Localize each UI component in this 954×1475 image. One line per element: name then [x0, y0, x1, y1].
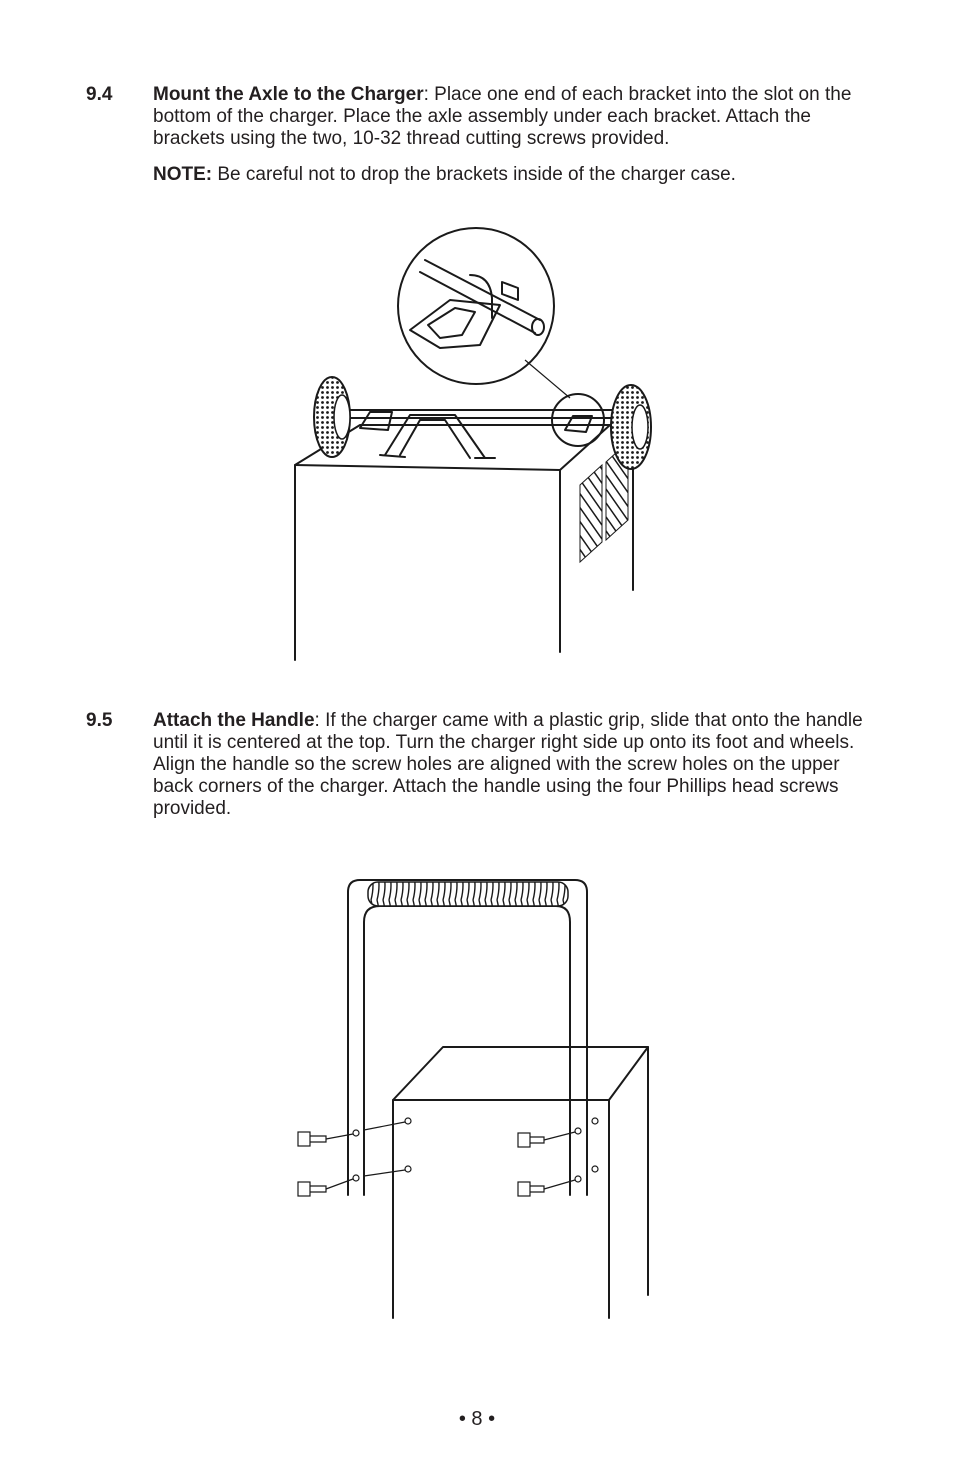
screw-icon	[518, 1132, 575, 1147]
step-number: 9.4	[86, 84, 113, 105]
step-paragraph	[153, 710, 873, 820]
step-number: 9.5	[86, 710, 113, 731]
step-text: : Place one end of each bracket into the slot on the bottom of the charger. Place the axle assembly under each bracket. Attach the brackets using the two, 10-32 thread cutting screws provided.	[153, 84, 852, 149]
step-title: Attach the Handle	[153, 710, 315, 731]
step-paragraph	[153, 84, 873, 150]
step-body	[153, 84, 873, 186]
handle-attach-illustration	[280, 870, 670, 1330]
note-label: NOTE:	[153, 164, 213, 185]
screw-icon	[518, 1180, 575, 1196]
step-body	[153, 710, 873, 820]
page-number: • 8 •	[458, 1408, 496, 1430]
screw-icon	[298, 1179, 353, 1196]
note	[153, 164, 873, 186]
screw-icon	[298, 1132, 353, 1146]
note-text: Be careful not to drop the brackets inside of the charger case.	[212, 164, 736, 185]
axle-mount-illustration	[280, 220, 680, 670]
step-title: Mount the Axle to the Charger	[153, 84, 424, 105]
step-text: : If the charger came with a plastic grip, slide that onto the handle until it is centered at the top. Turn the charger right side up onto its foot and wheels. Align the handle so the screw holes are aligned with the screw holes on the upper back corners of the charger. Attach the handle using the four Phillips head screws provided.	[153, 710, 863, 819]
